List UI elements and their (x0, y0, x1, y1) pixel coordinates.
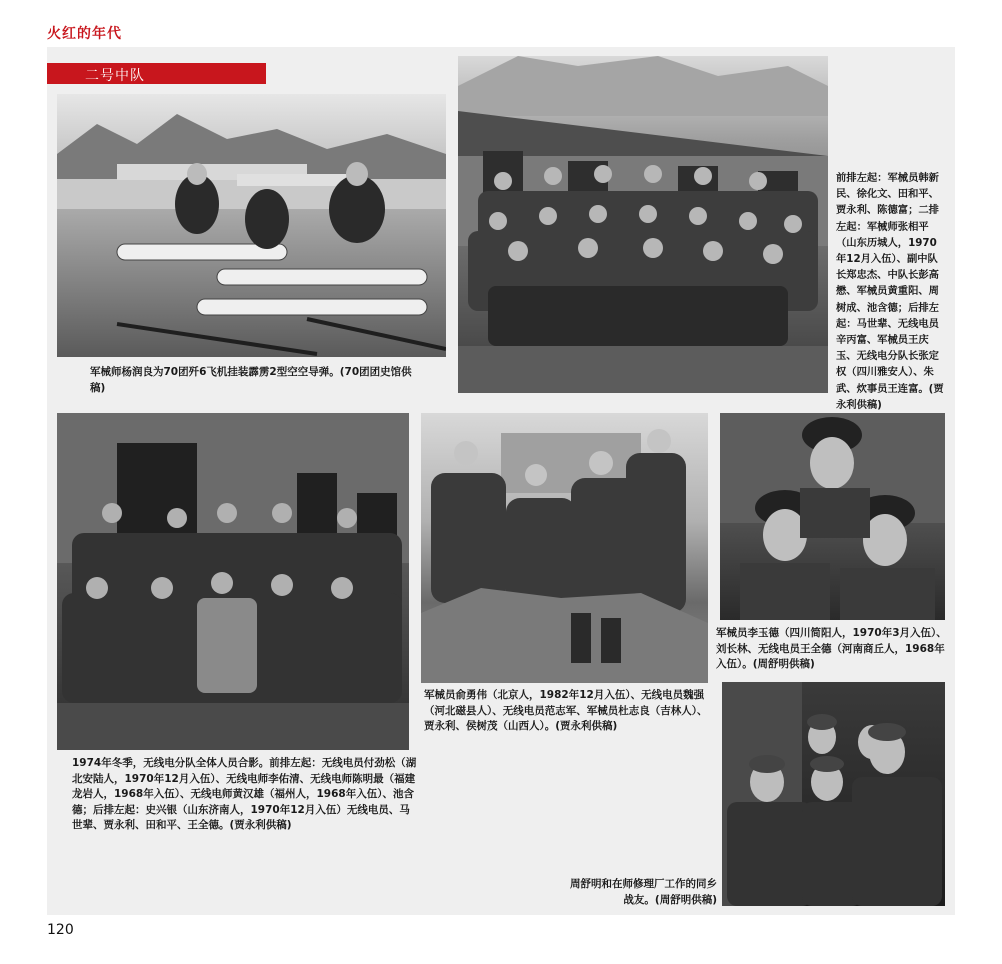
photo-squadron-group-art (458, 56, 828, 393)
photo-repair-factory-art (722, 682, 945, 906)
photo-squadron-group (458, 56, 828, 393)
photo-repair-factory (722, 682, 945, 906)
page-number: 120 (47, 922, 74, 938)
photo-three-soldiers (720, 413, 945, 620)
photo-radio-section (57, 413, 409, 750)
caption-photo-2: 前排左起：军械员韩新民、徐化文、田和平、贾永利、陈德富；二排左起：军械师张相平（山东历城人，1970年12月入伍）、副中队长郑忠杰、中队长彭高懋、军械员黄重阳、周树成、池含德；后排左起：马世辈、无线电员辛丙富、军械员王庆玉、无线电分队长张定权（四川雅安人）、朱武、炊事员王连富。(贾永利供稿) (836, 172, 944, 411)
photo-group-on-rocks-art (421, 413, 708, 683)
caption-photo-3: 1974年冬季，无线电分队全体人员合影。前排左起：无线电员付劲松（湖北安陆人，1970年12月入伍）、无线电师李佑清、无线电师陈明最（福建龙岩人，1968年入伍）、无线电师黄汉雄（福州人，1968年入伍）、池含德；后排左起：史兴银（山东济南人，1970年12月入伍）无线电员、马世辈、贾永利、田和平、王全德。(贾永利供稿) (72, 757, 417, 831)
photo-aircraft-missiles-art (57, 94, 446, 357)
caption-photo-6: 周舒明和在师修理厂工作的同乡战友。(周舒明供稿) (570, 878, 717, 906)
section-bar (47, 63, 266, 84)
caption-photo-4: 军械员俞勇伟（北京人，1982年12月入伍）、无线电员魏强（河北磁县人）、无线电员范志军、军械员杜志良（吉林人）、贾永利、侯树茂（山西人）。(贾永利供稿) (424, 689, 708, 732)
photo-aircraft-missiles (57, 94, 446, 357)
photo-group-on-rocks (421, 413, 708, 683)
header-strip (0, 0, 1002, 18)
photo-radio-section-art (57, 413, 409, 750)
running-title: 火红的年代 (47, 26, 122, 42)
photo-three-soldiers-art (720, 413, 945, 620)
caption-photo-1: 军械师杨润良为70团歼6飞机挂装霹雳2型空空导弹。(70团团史馆供稿) (90, 366, 412, 394)
caption-photo-5: 军械员李玉德（四川简阳人，1970年3月入伍）、刘长林、无线电员王全德（河南商丘人，1968年入伍）。(周舒明供稿) (716, 627, 947, 670)
section-title: 二号中队 (85, 68, 145, 84)
